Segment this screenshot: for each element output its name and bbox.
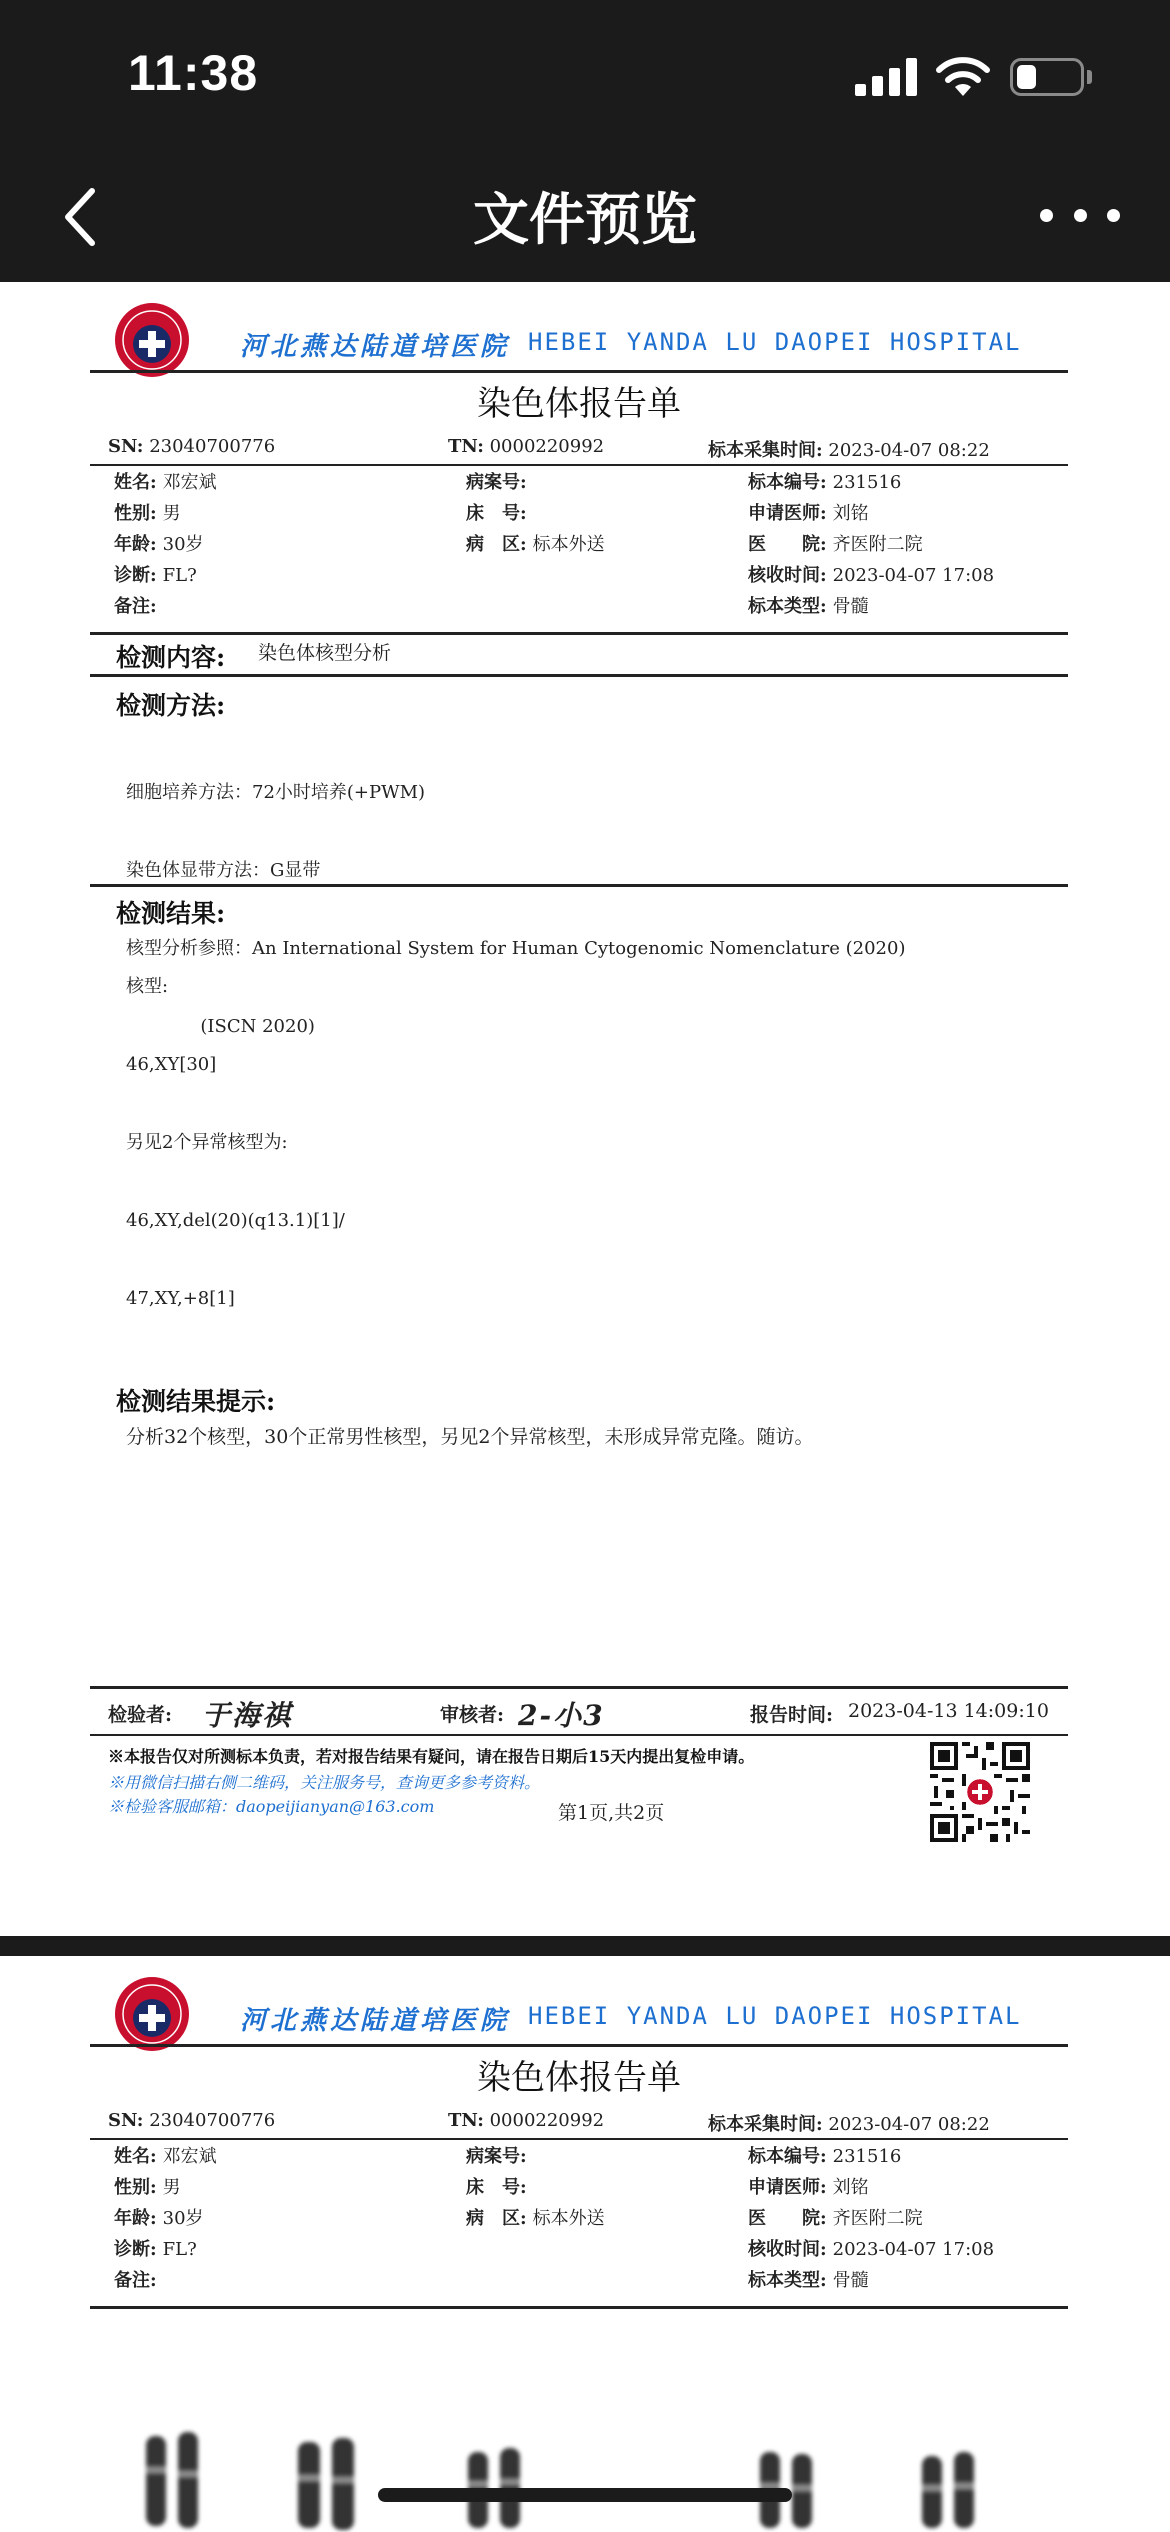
collect-time-field [708,2110,990,2136]
method-line: 染色体显带方法：G显带 [126,860,321,881]
more-dot [1107,209,1120,222]
report-title: 染色体报告单 [477,2058,681,2098]
nav-title: 文件预览 [473,188,697,253]
inspector-label: 检验者: [108,1704,173,1726]
divider [90,884,1068,887]
tn-value: 0000220992 [489,2110,605,2131]
page-indicator: 第1页,共2页 [558,1802,665,1824]
report-time-value: 2023-04-13 14:09:10 [848,1700,1049,1722]
sn-field [108,2110,275,2131]
receive-time-value: 2023-04-07 17:08 [832,565,995,586]
hospital-name-cn: 河北燕达陆道培医院 [240,2006,511,2036]
receive-time-label: 核收时间: [748,2239,827,2260]
document-page-1[interactable] [0,282,1170,1936]
tn-label: TN: [448,436,484,457]
qr-code-icon[interactable] [930,1742,1030,1842]
divider [90,1686,1068,1689]
ward-label: 病 区: [466,534,527,555]
method-line: 细胞培养方法：72小时培养(+PWM) [126,782,426,803]
more-button[interactable] [1040,190,1120,240]
gender-label: 性别: [114,503,157,524]
diagnosis-label: 诊断: [114,565,157,586]
hospital-logo-icon [114,302,190,378]
name-label: 姓名: [114,472,157,493]
diagnosis-label: 诊断: [114,2239,157,2260]
reviewer-signature: 2-小3 [518,1699,605,1732]
result-line: 核型: [126,976,169,997]
method-label: 检测方法: [116,691,226,720]
battery-level [1017,65,1036,89]
wifi-icon [935,54,991,98]
sn-field [108,436,275,457]
sn-label: SN: [108,2110,144,2131]
hint-label: 检测结果提示: [116,1387,276,1416]
hospital-label: 医 院: [748,534,827,555]
cellular-signal-icon [855,58,917,96]
sample-type-label: 标本类型: [748,2270,827,2291]
divider [90,2044,1068,2047]
hospital-name-en: HEBEI YANDA LU DAOPEI HOSPITAL [528,2002,1022,2030]
chromosome-pair-image [752,2426,824,2532]
karyotype-image [0,2426,1170,2532]
home-indicator[interactable] [378,2488,792,2502]
ward-label: 病 区: [466,2208,527,2229]
divider [90,2306,1068,2309]
reviewer-label: 审核者: [440,1704,505,1726]
sample-no-label: 标本编号: [748,2146,827,2167]
report-title: 染色体报告单 [477,384,681,424]
sample-type-value: 骨髓 [832,2270,869,2291]
doctor-value: 刘铭 [832,503,869,524]
gender-value: 男 [162,503,181,524]
sample-no-value: 231516 [832,2146,902,2167]
hospital-value: 齐医附二院 [832,534,923,555]
age-label: 年龄: [114,2208,157,2229]
divider [90,370,1068,373]
divider [90,674,1068,677]
more-horizontal-icon [1040,209,1053,222]
disclaimer-note: ※本报告仅对所测标本负责，若对报告结果有疑问，请在报告日期后15天内提出复检申请。 [108,1747,755,1766]
tn-value: 0000220992 [489,436,605,457]
doctor-value: 刘铭 [832,2177,869,2198]
age-value: 30岁 [162,534,204,555]
divider [90,632,1068,635]
remark-label: 备注: [114,2270,157,2291]
collect-time-value: 2023-04-07 08:22 [828,2114,990,2135]
tn-label: TN: [448,2110,484,2131]
divider [90,464,1068,466]
sample-type-label: 标本类型: [748,596,827,617]
wechat-note: ※用微信扫描右侧二维码，关注服务号，查询更多参考资料。 [108,1773,541,1792]
chromosome-pair-image [138,2426,210,2532]
doctor-label: 申请医师: [748,503,827,524]
result-label: 检测结果: [116,899,226,928]
sample-no-label: 标本编号: [748,472,827,493]
battery-tip [1087,70,1092,84]
page-content [90,282,1068,1936]
method-line: (ISCN 2020) [126,1016,315,1037]
record-label: 病案号: [466,472,527,493]
bed-label: 床 号: [466,2177,527,2198]
gender-value: 男 [162,2177,181,2198]
inspector-signature: 于海祺 [202,1699,293,1732]
name-label: 姓名: [114,2146,157,2167]
hospital-header [90,1976,1068,2054]
age-label: 年龄: [114,534,157,555]
result-line: 另见2个异常核型为: [126,1132,288,1153]
chromosome-pair-image [460,2426,532,2532]
ward-value: 标本外送 [532,534,605,555]
divider [90,1734,1068,1736]
more-dot [1074,209,1087,222]
diagnosis-value: FL? [162,565,197,586]
hospital-logo-icon [114,1976,190,2052]
name-value: 邓宏斌 [162,2146,217,2167]
tn-field [448,2110,604,2131]
chromosome-pair-image [914,2426,986,2532]
hospital-value: 齐医附二院 [832,2208,923,2229]
sn-label: SN: [108,436,144,457]
result-lines [126,922,345,1364]
bed-label: 床 号: [466,503,527,524]
chromosome-pair-image [292,2426,364,2532]
status-bar [0,0,1170,150]
signature-row [108,1694,1058,1734]
sn-value: 23040700776 [149,436,276,457]
report-time-label: 报告时间: [750,1704,834,1726]
content-label: 检测内容: [116,643,226,672]
receive-time-label: 核收时间: [748,565,827,586]
content-value: 染色体核型分析 [258,642,392,664]
collect-time-field [708,436,990,462]
remark-label: 备注: [114,596,157,617]
email-note[interactable]: ※检验客服邮箱：daopeijianyan@163.com [108,1797,435,1816]
status-time: 11:38 [128,45,259,101]
result-line: 46,XY,del(20)(q13.1)[1]/ [126,1210,345,1231]
battery-icon [1010,58,1084,96]
hospital-header [90,302,1068,380]
sample-type-value: 骨髓 [832,596,869,617]
collect-time-label: 标本采集时间: [708,2114,823,2135]
age-value: 30岁 [162,2208,204,2229]
collect-time-label: 标本采集时间: [708,440,823,461]
hospital-label: 医 院: [748,2208,827,2229]
ward-value: 标本外送 [532,2208,605,2229]
hospital-name-en: HEBEI YANDA LU DAOPEI HOSPITAL [528,328,1022,356]
sample-no-value: 231516 [832,472,902,493]
result-line: 47,XY,+8[1] [126,1288,235,1309]
diagnosis-value: FL? [162,2239,197,2260]
name-value: 邓宏斌 [162,472,217,493]
nav-bar [0,150,1170,282]
receive-time-value: 2023-04-07 17:08 [832,2239,995,2260]
document-page-2[interactable] [0,1956,1170,2532]
tn-field [448,436,604,457]
record-label: 病案号: [466,2146,527,2167]
sn-value: 23040700776 [149,2110,276,2131]
hint-value: 分析32个核型，30个正常男性核型，另见2个异常核型，未形成异常克隆。随访。 [126,1426,814,1448]
doctor-label: 申请医师: [748,2177,827,2198]
method-line: 核型分析参照：An International System for Human Cytogenomic Nomenclature (2020) [126,938,906,959]
collect-time-value: 2023-04-07 08:22 [828,440,990,461]
gender-label: 性别: [114,2177,157,2198]
divider [90,2138,1068,2140]
hospital-name-cn: 河北燕达陆道培医院 [240,332,511,362]
result-line: 46,XY[30] [126,1054,217,1075]
